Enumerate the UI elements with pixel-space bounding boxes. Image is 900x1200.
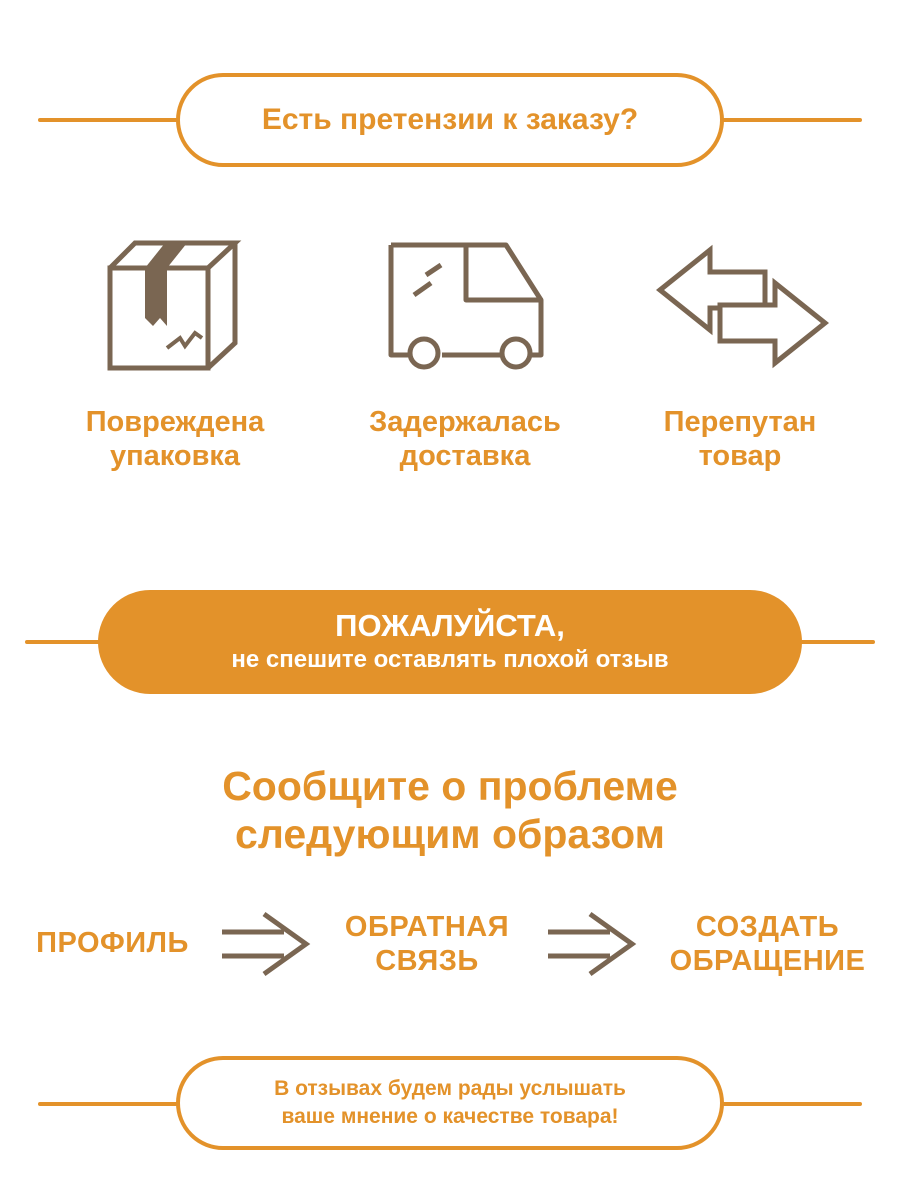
footer-pill [176,1056,724,1150]
banner-subtitle: не спешите оставлять плохой отзыв [231,646,669,673]
footer-line2: ваше мнение о качестве товара! [281,1105,619,1128]
arrow-right-icon [222,912,312,976]
step-feedback: ОБРАТНАЯ СВЯЗЬ [344,911,510,977]
arrow-right-icon [548,912,638,976]
header-line-right [722,118,862,122]
damaged-box-icon [105,238,245,378]
header-question: Есть претензии к заказу? [261,103,639,136]
issue-label-mixup: Перепутан товар [663,406,817,472]
header-pill [176,73,724,167]
footer-line-right [722,1102,862,1106]
instructions-heading: Сообщите о проблеме следующим образом [222,763,678,857]
header-line-left [38,118,178,122]
exchange-arrows-icon [655,245,830,375]
step-create-request: СОЗДАТЬ ОБРАЩЕНИЕ [669,911,866,977]
issue-label-delay: Задержалась доставка [369,406,561,472]
step-profile: ПРОФИЛЬ [36,927,189,959]
issue-label-damaged: Повреждена упаковка [85,406,265,472]
footer-line1: В отзывах будем рады услышать [274,1077,626,1100]
banner-title: ПОЖАЛУЙСТА, [335,608,565,643]
delivery-truck-icon [386,240,546,370]
banner-pill [98,590,802,694]
footer-line-left [38,1102,178,1106]
